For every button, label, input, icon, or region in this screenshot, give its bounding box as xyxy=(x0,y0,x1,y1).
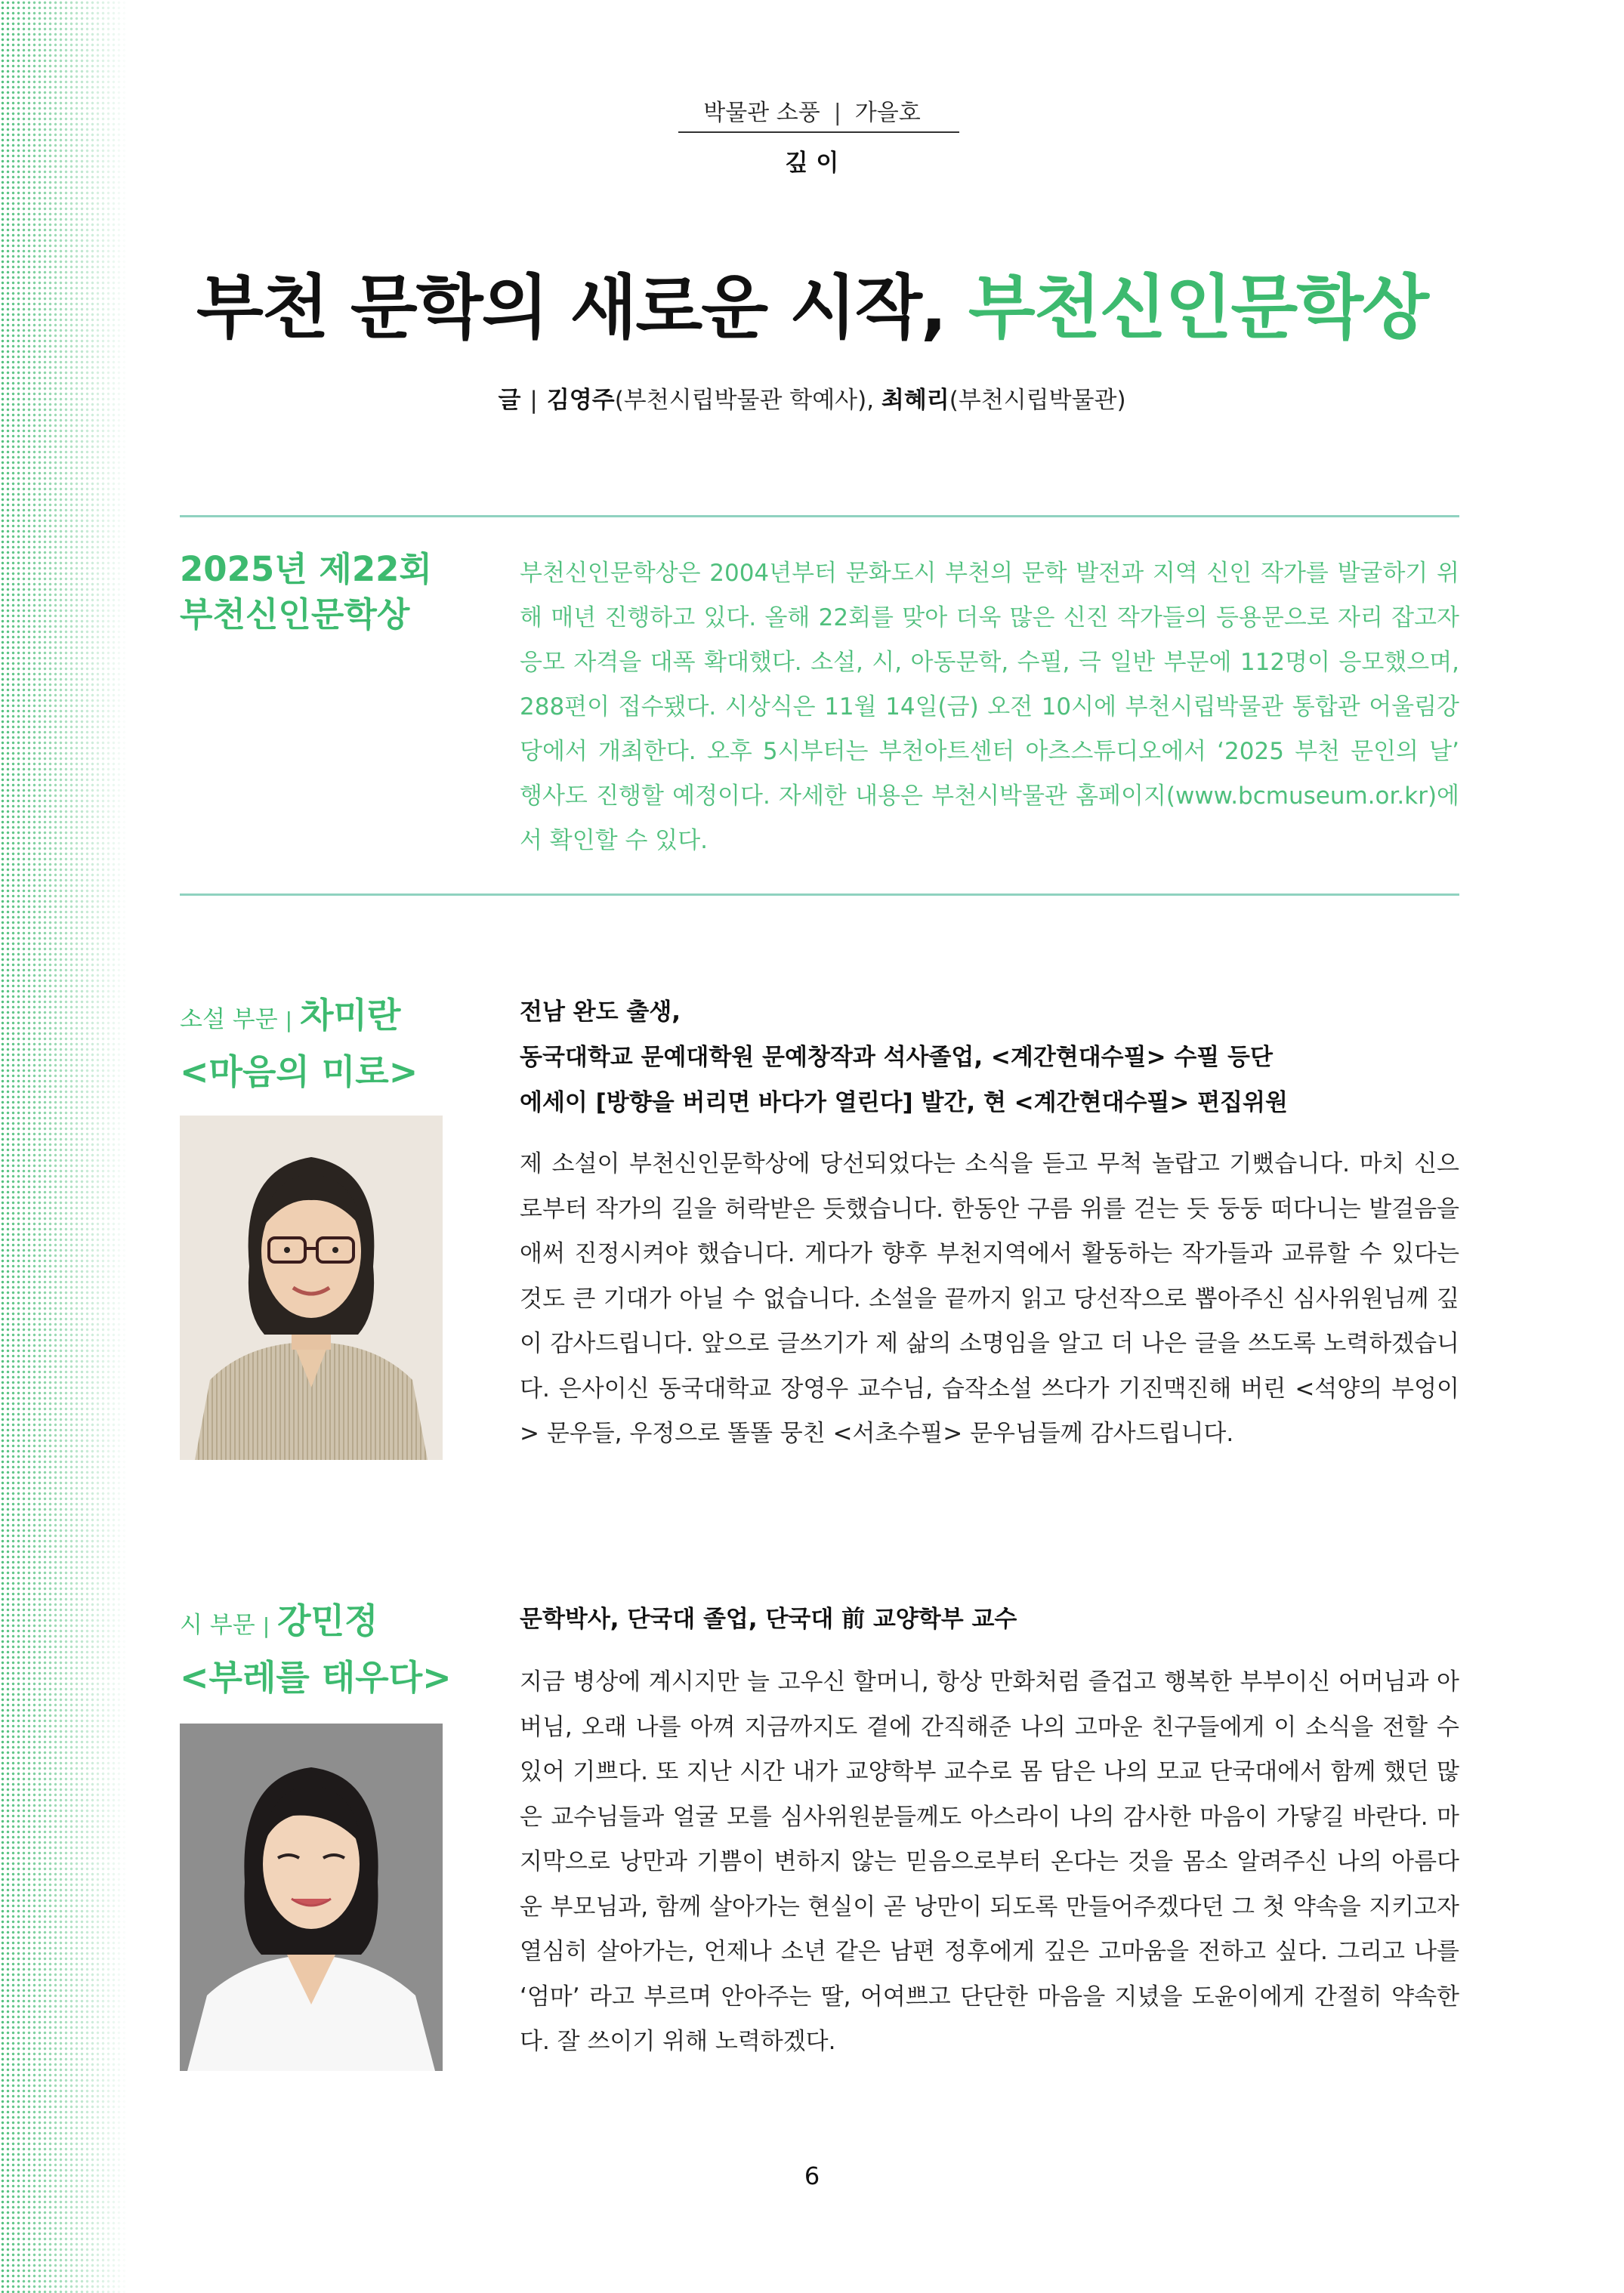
intro-body: 부천신인문학상은 2004년부터 문화도시 부천의 문학 발전과 지역 신인 작가를 발굴하기 위해 매년 진행하고 있다. 올해 22회를 맞아 더욱 많은 신진 작가들의 등용문으로 자리 잡고자 응모 자격을 대폭 확대했다. 소설, 시, 아동문학, 수필, 극 일반 부문에 112명이 응모했으며, 288편이 접수됐다. 시상식은 11월 14일(금) 오전 10시에 부천시립박물관 통합관 어울림강당에서 개최한다. 오후 5시부터는 부천아트센터 아츠스튜디오에서 ‘2025 부천 문인의 날’ 행사도 진행할 예정이다. 자세한 내용은 부천시박물관 홈페이지(www.bcmuseum.or.kr)에서 확인할 수 있다. xyxy=(520,560,1459,854)
winner-2-heading xyxy=(180,1597,497,1702)
section-name: 깊 이 xyxy=(785,150,839,177)
header-separator: | xyxy=(833,100,841,126)
author-2-affiliation: (부천시립박물관) xyxy=(949,387,1126,414)
page-number: 6 xyxy=(804,2162,820,2190)
winner-1-credential-line: 동국대학교 문예대학원 문예창작과 석사졸업, <계간현대수필> 수필 등단 xyxy=(520,1044,1273,1071)
magazine-name: 박물관 소풍 xyxy=(703,100,820,126)
winner-2-photo xyxy=(180,1724,443,2071)
winner-2-credentials xyxy=(520,1597,1459,1642)
byline xyxy=(0,381,1624,415)
intro-title-line-1: 2025년 제22회 xyxy=(180,549,432,589)
byline-prefix: 글 xyxy=(498,387,521,414)
intro-bottom-rule xyxy=(180,893,1459,896)
issue-name: 가을호 xyxy=(854,100,921,126)
winner-1-credential-line: 전남 완도 출생, xyxy=(520,998,681,1026)
byline-separator: | xyxy=(529,387,538,414)
title-main: 부천 문학의 새로운 시작, xyxy=(196,267,968,348)
winner-1-name: 차미란 xyxy=(300,995,401,1035)
winner-2-credential-line: 문학박사, 단국대 졸업, 단국대 前 교양학부 교수 xyxy=(520,1606,1017,1633)
intro-title xyxy=(180,547,497,637)
winner-1-credential-line: 에세이 [방향을 버리면 바다가 열린다] 발간, 현 <계간현대수필> 편집위원 xyxy=(520,1089,1288,1116)
author-2: 최혜리 xyxy=(881,387,949,414)
winner-2-separator: | xyxy=(262,1613,270,1638)
winner-2-category: 시 부문 xyxy=(180,1612,255,1639)
intro-top-rule xyxy=(180,515,1459,517)
winner-2-work: <부레를 태우다> xyxy=(180,1657,452,1698)
author-1-affiliation: (부천시립박물관 학예사), xyxy=(614,387,881,414)
winner-1-credentials xyxy=(520,989,1459,1125)
page-title xyxy=(0,252,1624,352)
winner-2-essay: 지금 병상에 계시지만 늘 고우신 할머니, 항상 만화처럼 즐겁고 행복한 부부이신 어머님과 아버님, 오래 나를 아껴 지금까지도 곁에 간직해준 나의 고마운 친구들에게 이 소식을 전할 수 있어 기쁘다. 또 지난 시간 내가 교양학부 교수로 몸 담은 나의 모교 단국대에서 함께 했던 많은 교수님들과 얼굴 모를 심사위원분들께도 아스라이 나의 감사한 마음이 가닿길 바란다. 마지막으로 낭만과 기쁨이 변하지 않는 믿음으로부터 온다는 것을 몸소 알려주신 나의 아름다운 부모님과, 함께 살아가는 현실이 곧 낭만이 되도록 만들어주겠다던 그 첫 약속을 지키고자 열심히 살아가는, 언제나 소년 같은 남편 정후에게 깊은 고마움을 전하고 싶다. 그리고 나를 ‘엄마’ 라고 부르며 안아주는 딸, 어여쁘고 단단한 마음을 지녔을 도윤이에게 간절히 약속한다. 잘 쓰이기 위해 노력하겠다. xyxy=(520,1668,1459,2055)
title-accent: 부천신인문학상 xyxy=(968,267,1428,348)
winner-1-work: <마음의 미로> xyxy=(180,1051,418,1092)
winner-1-category: 소설 부문 xyxy=(180,1006,278,1033)
winner-1-essay: 제 소설이 부천신인문학상에 당선되었다는 소식을 듣고 무척 놀랍고 기뻤습니다. 마치 신으로부터 작가의 길을 허락받은 듯했습니다. 한동안 구름 위를 걷는 듯 둥둥 떠다니는 발걸음을 애써 진정시켜야 했습니다. 게다가 향후 부천지역에서 활동하는 작가들과 교류할 수 있다는 것도 큰 기대가 아닐 수 없습니다. 소설을 끝까지 읽고 당선작으로 뽑아주신 심사위원님께 깊이 감사드립니다. 앞으로 글쓰기가 제 삶의 소명임을 알고 더 나은 글을 쓰도록 노력하겠습니다. 은사이신 동국대학교 장영우 교수님, 습작소설 쓰다가 기진맥진해 버린 <석양의 부엉이> 문우들, 우정으로 똘똘 뭉친 <서초수필> 문우님들께 감사드립니다. xyxy=(520,1150,1459,1447)
running-header xyxy=(0,94,1624,127)
winner-1-heading xyxy=(180,991,497,1096)
intro-title-line-2: 부천신인문학상 xyxy=(180,594,410,634)
author-1: 김영주 xyxy=(546,387,615,414)
winner-2-portrait-image xyxy=(180,1724,443,2071)
winner-1-portrait-image xyxy=(180,1116,443,1460)
winner-1-photo xyxy=(180,1116,443,1460)
header-rule xyxy=(678,131,959,133)
winner-1-separator: | xyxy=(285,1008,293,1032)
winner-2-name: 강민정 xyxy=(277,1600,378,1641)
